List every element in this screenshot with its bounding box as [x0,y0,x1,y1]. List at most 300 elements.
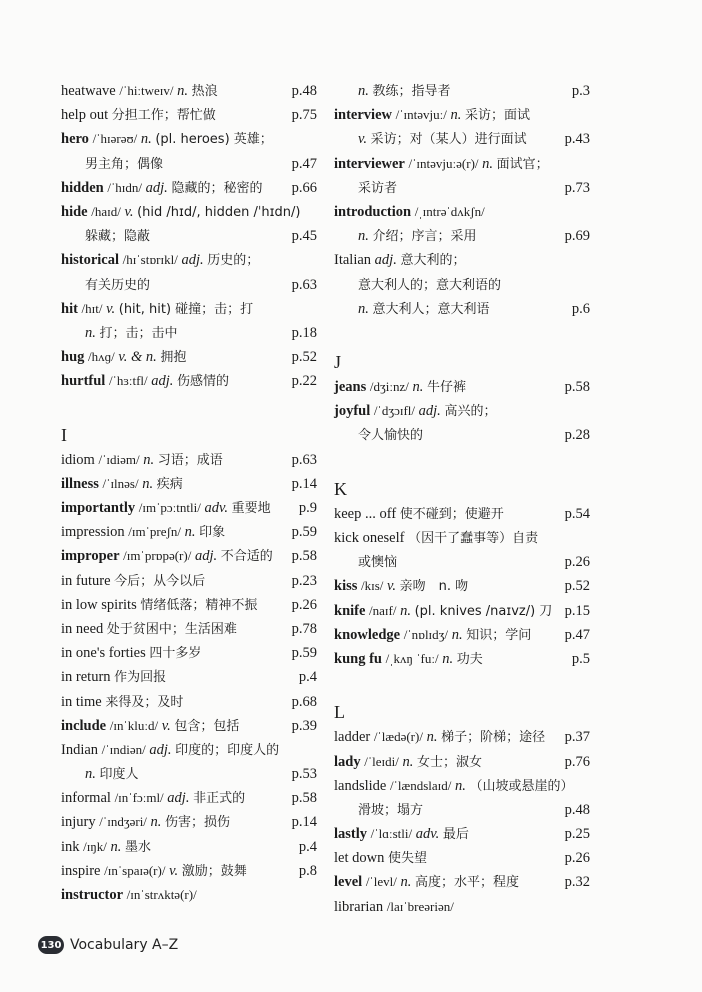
phonetic: /hʌɡ/ [88,349,115,365]
headword: introduction [334,203,412,220]
headword: in need [61,620,104,637]
section-letter-heading: K [334,478,347,499]
entry-text [61,690,183,715]
phonetic: /ˈhɜːtfl/ [108,373,148,389]
vocab-entry [61,690,317,714]
part-of-speech: n. [442,650,454,667]
entry-text [334,725,545,750]
entry-text [61,835,151,860]
definition: 包含；包括 [174,718,240,734]
vocab-entry [61,496,317,520]
headword: hit [61,300,78,317]
headword: in return [61,669,111,686]
entry-text [334,103,530,128]
page-reference: p.78 [291,620,317,637]
page-reference: p.52 [564,578,590,595]
definition: 伤害；损伤 [165,815,231,831]
entry-text [334,846,427,871]
entry-continuation [334,297,590,321]
vocab-entry [61,835,317,859]
headword: inspire [61,862,101,879]
vocab-entry [61,297,317,321]
entry-text [334,502,504,527]
entry-text [334,623,531,648]
part-of-speech: v. [124,203,134,220]
part-of-speech: adj. [149,741,172,758]
entry-text [61,593,257,618]
entry-text [334,127,527,152]
vocab-entry [334,870,590,894]
entry-text [61,714,239,739]
headword: librarian [334,898,384,915]
vocab-entry [334,375,590,399]
page-reference: p.59 [291,645,317,662]
entry-text [334,224,477,249]
definition: 拥抱 [160,350,187,366]
page-reference: p.22 [291,373,317,390]
entry-text [334,647,483,672]
section-letter-heading: J [334,352,342,373]
part-of-speech: n. [451,626,463,643]
phonetic: /ˌkʌŋ ˈfuː/ [385,650,439,666]
phonetic: /dʒiːnz/ [369,379,409,395]
page-reference: p.75 [291,107,317,124]
entry-text [61,883,197,907]
headword: kick oneself [334,530,405,546]
entry-text [334,375,466,400]
definition: 意大利的； [400,253,466,269]
page-reference: p.47 [291,155,317,172]
entry-text [334,200,485,224]
page-reference: p.52 [291,349,317,366]
vocab-entry [61,472,317,496]
entry-continuation [334,550,590,574]
headword: jeans [334,379,367,396]
entry-continuation [61,152,317,176]
definition: 历史的； [207,253,260,269]
phonetic: /ˈɪdiəm/ [98,451,140,467]
phonetic: /ˈlevl/ [365,874,397,890]
phonetic: /ɪnˈstrʌktə(r)/ [126,887,197,902]
definition: 令人愉快的 [358,428,424,444]
vocab-entry [334,725,590,749]
entry-text [334,550,397,575]
part-of-speech: adv. [415,826,440,843]
headword: lastly [334,826,368,843]
headword: historical [61,252,119,269]
phonetic: /hɪˈstɒrɪkl/ [122,252,178,268]
page-reference: p.14 [291,475,317,492]
phonetic: /ˈnɒlɪdʒ/ [403,626,449,642]
definition: 今后；从今以后 [114,573,206,589]
part-of-speech: n. [177,83,189,99]
page-footer [38,936,178,954]
part-of-speech: adj. [418,403,441,420]
vocab-entry [61,103,317,127]
entry-text [61,200,300,225]
definition: 印度的；印度人的 [175,742,280,758]
vocab-entry [334,750,590,774]
entry-continuation [61,321,317,345]
entry-text [61,127,273,152]
definition: 亲吻 n. 吻 [399,579,469,595]
vocab-entry [61,127,317,151]
entry-text [334,750,482,775]
vocab-entry [61,593,317,617]
headword: keep ... off [334,505,397,522]
definition: 隐藏的；秘密的 [171,180,263,196]
part-of-speech: v. [169,862,179,879]
definition: 四十多岁 [149,646,202,662]
entry-text [61,79,218,104]
phonetic: /kɪs/ [361,578,384,594]
definition: 高兴的； [444,404,497,420]
definition: 男主角；偶像 [85,156,164,172]
entry-text [61,496,271,521]
headword: in time [61,693,102,710]
definition: 伤感情的 [177,374,230,390]
vocab-entry [61,714,317,738]
headword: hug [61,349,85,366]
headword: in future [61,572,111,589]
part-of-speech: n. [358,228,369,245]
headword: hidden [61,179,104,196]
vocab-entry [334,152,590,176]
entry-text [61,345,186,370]
entry-text [334,176,397,201]
definition: 来得及；及时 [105,694,184,710]
definition: 滑坡；塌方 [358,802,424,818]
vocab-entry [334,895,590,919]
entry-text [334,798,423,823]
vocab-entry [334,574,590,598]
entry-text [61,152,163,177]
phonetic: /ˈɪntəvjuːə(r)/ [408,155,479,171]
vocab-entry [61,859,317,883]
part-of-speech: n. [426,729,438,746]
page-reference: p.48 [291,83,317,99]
entry-text [334,248,465,273]
page-reference: p.26 [291,596,317,613]
headword: hurtful [61,373,106,390]
definition: 牛仔裤 [426,380,466,396]
part-of-speech: adj. [167,790,190,807]
entry-text [61,297,253,322]
vocab-entry [61,345,317,369]
vocab-entry [61,448,317,472]
definition: 非正式的 [193,791,246,807]
definition: 重要地 [231,501,271,516]
vocab-entry [61,786,317,810]
headword: Italian [334,252,372,269]
entry-continuation [334,273,590,297]
vocab-entry [61,520,317,544]
headword: include [61,717,107,734]
page-reference: p.58 [291,790,317,807]
section-spacer [334,448,590,472]
phonetic: /ˈlændslaɪd/ [389,777,452,793]
entry-continuation [334,798,590,822]
vocab-entry [334,502,590,526]
entry-continuation [334,176,590,200]
part-of-speech: n. [150,814,162,831]
part-of-speech: adj. [181,252,204,269]
phonetic: /ˈɪlnəs/ [102,475,139,491]
headword: ink [61,838,80,855]
entry-text [334,895,454,919]
entry-text [334,152,549,177]
page-reference: p.53 [291,766,317,783]
entry-continuation [334,224,590,248]
page-reference: p.4 [298,669,317,686]
page-reference: p.6 [571,300,590,317]
definition: 介绍；序言；采用 [372,229,477,245]
page-reference: p.47 [564,626,590,643]
entry-text [334,822,469,847]
page-reference: p.63 [291,276,317,293]
definition: 意大利人的；意大利语的 [358,277,502,293]
headword: illness [61,475,99,492]
entry-text [334,399,496,424]
vocab-entry [334,774,590,798]
page-reference: p.26 [564,554,590,571]
headword: heatwave [61,83,116,99]
headword: hide [61,203,88,220]
part-of-speech: v. & n. [118,349,157,366]
phonetic: /naɪf/ [369,602,397,618]
headword: joyful [334,403,371,420]
entry-text [61,103,216,128]
phonetic: /ˈdʒɔɪfl/ [373,403,416,419]
entry-text [334,423,423,448]
definition: 梯子；阶梯；途径 [441,730,546,746]
part-of-speech: n. [450,107,462,124]
page-reference: p.48 [564,801,590,818]
phonetic: /ˈɪndʒəri/ [99,814,147,830]
vocab-entry [61,544,317,568]
phonetic: /ˈhiːtweɪv/ [119,83,174,98]
entry-text [61,762,139,787]
entry-text [61,520,225,545]
headword: in low spirits [61,596,137,613]
part-of-speech: adj. [151,373,174,390]
entry-text [334,297,490,322]
definition: 疾病 [156,476,183,492]
definition: 使失望 [387,851,427,867]
page-reference: p.3 [571,83,590,99]
definition: 处于贫困中；生活困难 [106,621,237,637]
footer-title: Vocabulary A–Z [70,937,179,953]
headword: kiss [334,578,358,595]
headword: knife [334,602,366,619]
part-of-speech: adv. [204,500,228,516]
definition: 意大利人；意大利语 [372,301,490,317]
entry-continuation [61,224,317,248]
page-number-badge: 130 [38,936,64,954]
entry-text [61,544,273,569]
vocab-entry [61,738,317,762]
part-of-speech: n. [143,451,155,468]
definition: 或懊恼 [358,555,398,571]
headword: injury [61,814,96,831]
entry-text [61,369,229,394]
phonetic: /ɪmˈpreʃn/ [128,524,181,540]
definition: (hid /hɪd/, hidden /ˈhɪdn/) [137,204,301,220]
definition: 激励；鼓舞 [181,863,247,879]
vocab-entry [334,846,590,870]
section-spacer [61,393,317,417]
headword: level [334,874,363,891]
definition: 使不碰到；使避开 [399,506,504,522]
definition: 功夫 [456,651,483,667]
definition: 有关历史的 [85,277,151,293]
page-reference: p.58 [291,548,317,565]
definition: 女士；淑女 [417,754,483,770]
page-reference: p.14 [291,814,317,831]
page-reference: p.63 [291,451,317,468]
definition: 采访；对（某人）进行面试 [370,132,527,148]
headword: importantly [61,500,136,516]
section-letter-heading: I [61,424,67,445]
headword: instructor [61,887,124,903]
definition: 面试官； [496,156,549,172]
headword: landslide [334,777,387,794]
entry-text [61,859,247,884]
phonetic: /ɪŋk/ [83,838,107,854]
part-of-speech: n. [358,300,369,317]
page-reference: p.8 [298,862,317,879]
phonetic: /ɪnˈkluːd/ [109,717,159,733]
headword: interviewer [334,155,405,172]
definition: (pl. knives /naɪvz/) 刀 [414,603,553,619]
entry-continuation [334,127,590,151]
phonetic: /ɪmˈpɔːtntli/ [138,500,201,515]
page-reference: p.32 [564,874,590,891]
phonetic: /ɪnˈfɔːml/ [114,790,164,806]
definition: 知识；学问 [466,627,532,643]
phonetic: /ˈleɪdi/ [364,753,399,769]
part-of-speech: v. [387,578,397,595]
phonetic: /haɪd/ [91,203,121,219]
part-of-speech: adj. [374,252,397,269]
headword: lady [334,753,361,770]
page-reference: p.15 [564,602,590,619]
vocab-entry [61,369,317,393]
part-of-speech: v. [161,717,171,734]
vocab-entry [334,599,590,623]
page-reference: p.23 [291,572,317,589]
entry-text [61,448,223,473]
phonetic: /ˈhɪərəʊ/ [92,131,138,147]
entry-text [61,810,230,835]
part-of-speech: n. [402,753,414,770]
entry-text [61,665,166,690]
definition: 高度；水平；程度 [414,875,519,891]
entry-text [61,273,150,298]
page-reference: p.43 [564,131,590,148]
entry-text [61,786,245,811]
headword: kung fu [334,650,382,667]
phonetic: /ɪnˈspaɪə(r)/ [104,862,166,878]
definition: 习语；成语 [157,452,223,468]
definition: 最后 [442,827,469,843]
page-reference: p.18 [291,324,317,341]
part-of-speech: n. [110,838,122,855]
page-reference: p.76 [564,753,590,770]
vocab-entry [334,526,590,550]
vocab-entry [61,200,317,224]
page-reference: p.39 [291,717,317,734]
definition: 热浪 [191,84,218,99]
headword: knowledge [334,626,401,643]
vocab-entry [334,248,590,272]
part-of-speech: n. [142,475,154,492]
vocab-entry [61,569,317,593]
page-reference: p.69 [564,228,590,245]
section-letter-heading: L [334,702,345,723]
entry-text [61,176,262,201]
definition: 印象 [199,525,226,541]
part-of-speech: n. [400,874,412,891]
part-of-speech: n. [140,131,152,148]
part-of-speech: n. [412,379,424,396]
headword: let down [334,850,385,867]
section-spacer [334,671,590,695]
vocab-entry [61,883,317,907]
headword: interview [334,107,392,124]
phonetic: /laɪˈbreəriən/ [386,898,454,914]
page-reference: p.54 [564,505,590,522]
vocab-entry [334,822,590,846]
left-column [61,79,317,907]
definition: 采访者 [358,180,398,196]
right-column [334,79,590,919]
page-reference: p.4 [298,838,317,855]
vocab-entry [61,617,317,641]
vocab-entry [61,176,317,200]
part-of-speech: v. [106,300,116,317]
vocab-entry [334,399,590,423]
page-reference: p.26 [564,850,590,867]
entry-text [334,599,552,624]
vocab-entry [334,103,590,127]
entry-text [61,472,183,497]
entry-text [61,321,178,346]
entry-text [61,248,259,273]
headword: informal [61,790,111,807]
vocab-entry [334,200,590,224]
part-of-speech: adj. [145,179,168,196]
phonetic: /ˈɪntəvjuː/ [395,107,447,123]
headword: hero [61,131,89,148]
entry-text [61,641,201,666]
definition: 墨水 [125,839,152,855]
definition: （山坡或悬崖的） [469,778,574,794]
phonetic: /ˈlɑːstli/ [370,826,413,842]
definition: （因干了蠢事等）自责 [408,531,539,546]
headword: ladder [334,729,371,746]
entry-text [61,738,279,763]
part-of-speech: n. [482,155,494,172]
page-reference: p.58 [564,379,590,396]
entry-text [334,574,468,599]
entry-text [334,273,501,298]
entry-text [61,224,150,249]
entry-text [61,617,237,642]
definition: (pl. heroes) 英雄； [155,132,273,148]
page-reference: p.5 [571,650,590,667]
phonetic: /ˌɪntrəˈdʌkʃn/ [414,203,485,219]
